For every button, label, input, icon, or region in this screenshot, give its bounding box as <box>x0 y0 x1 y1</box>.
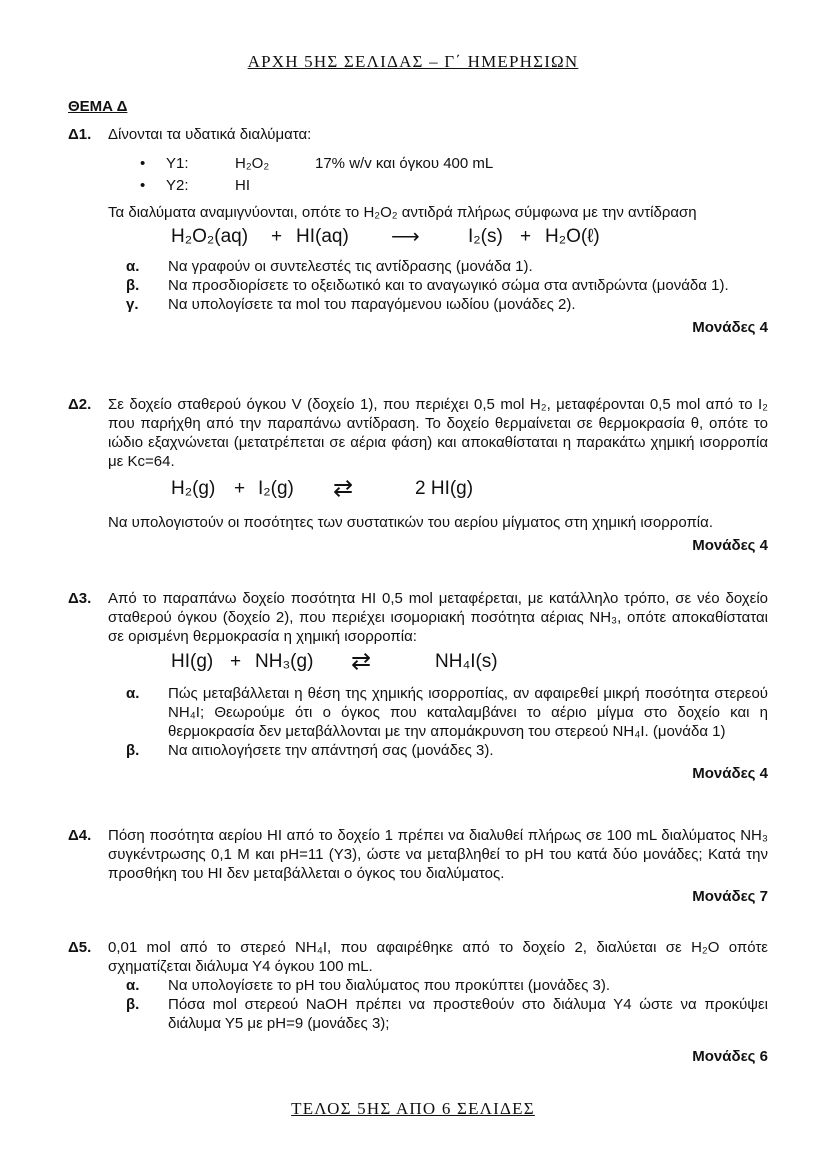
sub-question <box>68 295 768 314</box>
question-text: Από το παραπάνω δοχείο ποσότητα HI 0,5 mol μεταφέρεται, με κατάλληλο τρόπο, σε νέο δοχείο σταθερού όγκου (δοχείο 2), που περιέχει ισομοριακή ποσότητα αέριας NH₃, οπότε αποκαθίσταται σε ορισμένη θερμοκρασία η χημική ισορροπία: <box>108 590 768 645</box>
question-number: Δ4. <box>68 827 92 844</box>
sub-letter: γ. <box>126 296 139 313</box>
sub-question <box>68 684 768 741</box>
question-d2 <box>68 395 768 555</box>
sub-text: Πώς μεταβάλλεται η θέση της χημικής ισορροπίας, αν αφαιρεθεί μικρή ποσότητα στερεού NH₄I; Θεωρούμε ότι ο όγκος που καταλαμβάνει το αέριο μίγμα στο δοχείο και η θερμοκρασία δεν μεταβάλλονται με την απομάκρυνση του στερεού NH₄I. (μονάδα 1) <box>168 685 768 740</box>
sub-letter: β. <box>126 996 140 1013</box>
sub-text: Να προσδιορίσετε το οξειδωτικό και το αναγωγικό σώμα στα αντιδρώντα (μονάδα 1). <box>168 277 729 294</box>
solution-desc: 17% w/v και όγκου 400 mL <box>315 155 494 172</box>
question-text: 0,01 mol από το στερεό NH₄I, που αφαιρέθηκε από το δοχείο 2, διαλύεται σε H₂O οπότε σχηματίζεται διάλυμα Υ4 όγκου 100 mL. <box>108 939 768 975</box>
question-number: Δ2. <box>68 396 92 413</box>
solution-formula: HI <box>235 177 250 194</box>
question-number: Δ3. <box>68 590 92 607</box>
equilibrium-arrow-icon: ⇄ <box>333 475 354 502</box>
plus-sign: + <box>234 478 246 499</box>
marks-label: Μονάδες 4 <box>692 537 768 554</box>
marks-label: Μονάδες 4 <box>692 765 768 782</box>
bullet-icon: • <box>140 177 146 194</box>
reactant: H₂O₂(aq) <box>171 226 249 247</box>
marks-label: Μονάδες 4 <box>692 319 768 336</box>
marks-label: Μονάδες 7 <box>692 888 768 905</box>
plus-sign: + <box>271 226 283 247</box>
sub-text: Να υπολογίσετε το pH του διαλύματος που προκύπτει (μονάδες 3). <box>168 977 611 994</box>
reactant: I₂(g) <box>258 478 294 499</box>
question-d5 <box>68 938 768 1066</box>
sub-question <box>68 741 768 760</box>
sub-text: Να γραφούν οι συντελεστές τις αντίδρασης (μονάδα 1). <box>168 258 533 275</box>
question-d4 <box>68 826 768 906</box>
sub-letter: β. <box>126 277 140 294</box>
reactant: HI(g) <box>171 651 214 672</box>
question-d1 <box>68 125 768 337</box>
question-intro: Δίνονται τα υδατικά διαλύματα: <box>108 126 312 143</box>
page-header: ΑΡΧΗ 5ΗΣ ΣΕΛΙΔΑΣ – Γ΄ ΗΜΕΡΗΣΙΩΝ <box>247 52 579 71</box>
sub-text: Να αιτιολογήσετε την απάντησή σας (μονάδες 3). <box>168 742 494 759</box>
equilibrium-arrow-icon: ⇄ <box>351 648 372 675</box>
question-number: Δ1. <box>68 126 92 143</box>
sub-question <box>68 276 768 295</box>
solution-name: Υ2: <box>166 177 189 194</box>
question-d3 <box>68 589 768 783</box>
theme-title: ΘΕΜΑ Δ <box>68 98 128 115</box>
product: NH₄I(s) <box>435 651 498 672</box>
reactant: NH₃(g) <box>255 651 314 672</box>
product: I₂(s) <box>468 226 503 247</box>
reactant: HI(aq) <box>296 226 349 247</box>
list-item <box>108 154 768 173</box>
solution-formula: H₂O₂ <box>235 155 270 172</box>
reaction-equation <box>108 223 768 251</box>
page-footer: ΤΕΛΟΣ 5ΗΣ ΑΠΟ 6 ΣΕΛΙΔΕΣ <box>291 1099 535 1118</box>
plus-sign: + <box>520 226 532 247</box>
question-text: Να υπολογιστούν οι ποσότητες των συστατικών του αερίου μίγματος στη χημική ισορροπία. <box>108 514 713 531</box>
reaction-arrow-icon: ⟶ <box>391 226 420 248</box>
question-text: Πόση ποσότητα αερίου HI από το δοχείο 1 πρέπει να διαλυθεί πλήρως σε 100 mL διαλύματος NH₃ συγκέντρωσης 0,1 M και pH=11 (Υ3), ώστε να μεταβληθεί το pH του κατά δύο μονάδες; Κατά την προσθήκη του HI δεν μεταβάλλεται ο όγκος του διαλύματος. <box>108 827 768 882</box>
question-text: Σε δοχείο σταθερού όγκου V (δοχείο 1), που περιέχει 0,5 mol H₂, μεταφέρονται 0,5 mol από το I₂ που παρήχθη από την παραπάνω αντίδραση. Το δοχείο θερμαίνεται σε θερμοκρασία θ, οπότε το ιώδιο εξαχνώνεται (μετατρέπεται σε αέρια φάση) και αποκαθίσταται η παρακάτω χημική ισορροπία με Kc=64. <box>108 396 768 470</box>
question-number: Δ5. <box>68 939 92 956</box>
bullet-icon: • <box>140 155 146 172</box>
sub-letter: α. <box>126 258 140 275</box>
sub-letter: α. <box>126 685 140 702</box>
list-item <box>108 176 768 195</box>
question-text: Τα διαλύματα αναμιγνύονται, οπότε το H₂O₂ αντιδρά πλήρως σύμφωνα με την αντίδραση <box>108 204 697 221</box>
plus-sign: + <box>230 651 242 672</box>
reactant: H₂(g) <box>171 478 216 499</box>
reaction-equation <box>108 475 768 503</box>
sub-letter: β. <box>126 742 140 759</box>
product: 2 HI(g) <box>415 478 474 499</box>
sub-question <box>68 976 768 995</box>
reaction-equation <box>108 648 768 676</box>
sub-question <box>68 995 768 1033</box>
product: H₂O(ℓ) <box>545 226 600 247</box>
sub-text: Να υπολογίσετε τα mol του παραγόμενου ιωδίου (μονάδες 2). <box>168 296 576 313</box>
marks-label: Μονάδες 6 <box>692 1048 768 1065</box>
solution-name: Υ1: <box>166 155 189 172</box>
sub-text: Πόσα mol στερεού NaOH πρέπει να προστεθούν στο διάλυμα Υ4 ώστε να προκύψει διάλυμα Υ5 με pH=9 (μονάδες 3); <box>168 996 768 1032</box>
sub-letter: α. <box>126 977 140 994</box>
sub-question <box>68 257 768 276</box>
